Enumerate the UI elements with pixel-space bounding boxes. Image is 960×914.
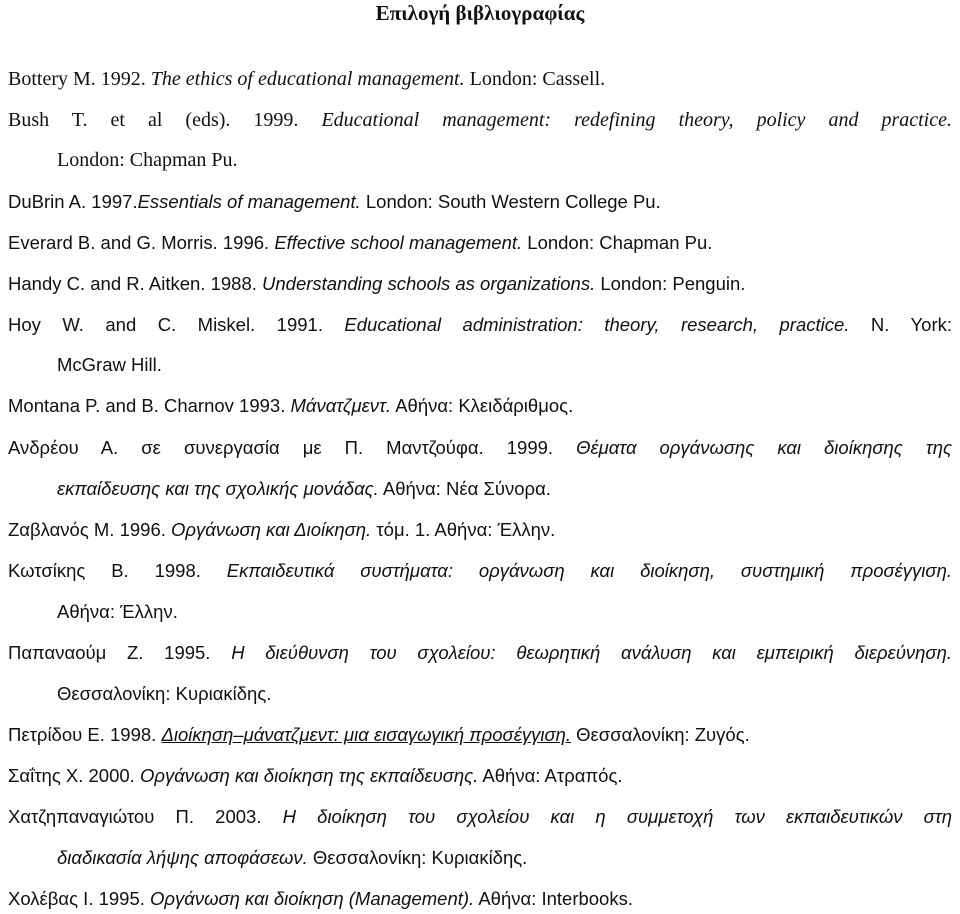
- ref-authors: Ανδρέου Α. σε συνεργασία με Π. Μαντζούφα. 1999.: [8, 437, 577, 458]
- ref-everard: [8, 231, 712, 255]
- ref-authors: Hoy W. and C. Miskel. 1991.: [8, 314, 345, 335]
- ref-andreou-cont: [57, 477, 551, 501]
- ref-title: Essentials of management.: [137, 191, 361, 212]
- ref-authors: Bush T. et al (eds). 1999.: [8, 109, 322, 131]
- ref-publisher: Αθήνα: Νέα Σύνορα.: [378, 478, 551, 499]
- ref-title: Εκπαιδευτικά συστήματα: οργάνωση και διοίκηση, συστημική προσέγγιση.: [226, 560, 952, 581]
- ref-authors: Χολέβας Ι. 1995.: [8, 888, 151, 909]
- ref-title: Effective school management.: [274, 232, 523, 253]
- ref-publisher: Θεσσαλονίκη: Κυριακίδης.: [307, 847, 528, 868]
- ref-authors: Everard B. and G. Morris. 1996.: [8, 232, 275, 253]
- ref-authors: Handy C. and R. Aitken. 1988.: [8, 273, 263, 294]
- ref-chatzipanagiotou: [8, 805, 952, 829]
- ref-title-cont: εκπαίδευσης και της σχολικής μονάδας.: [57, 478, 379, 499]
- ref-title: Η διοίκηση του σχολείου και η συμμετοχή των εκπαιδευτικών στη: [282, 806, 952, 827]
- ref-title: The ethics of educational management.: [150, 68, 465, 90]
- ref-publisher: Αθήνα: Ατραπός.: [478, 765, 623, 786]
- ref-cholevas: [8, 887, 633, 911]
- ref-authors: Σαΐτης Χ. 2000.: [8, 765, 140, 786]
- ref-authors: Παπαναούμ Ζ. 1995.: [8, 642, 232, 663]
- ref-title: Οργάνωση και Διοίκηση.: [171, 519, 372, 540]
- ref-papanaoum-cont: [57, 682, 271, 706]
- ref-publisher: Θεσσαλονίκη: Ζυγός.: [571, 724, 750, 745]
- ref-authors: Κωτσίκης Β. 1998.: [8, 560, 227, 581]
- ref-kotsikis: [8, 559, 952, 583]
- ref-title: Educational management: redefining theory, policy and practice.: [321, 109, 952, 131]
- ref-authors: Ζαβλανός Μ. 1996.: [8, 519, 172, 540]
- ref-dubrin: [8, 190, 661, 214]
- page-title: Επιλογή βιβλιογραφίας: [375, 1, 585, 25]
- ref-bottery: [8, 67, 605, 91]
- ref-title: Διοίκηση–μάνατζμεντ: μια εισαγωγική προσέγγιση.: [161, 724, 572, 745]
- ref-zavlanos: [8, 518, 555, 542]
- ref-title: Οργάνωση και διοίκηση της εκπαίδευσης.: [139, 765, 479, 786]
- ref-title: Οργάνωση και διοίκηση (Management).: [150, 888, 475, 909]
- ref-montana: [8, 394, 573, 418]
- ref-publisher: Αθήνα: Κλειδάριθμος.: [391, 395, 574, 416]
- ref-petridou: [8, 723, 750, 747]
- ref-publisher: London: South Western College Pu.: [360, 191, 661, 212]
- ref-title: Η διεύθυνση του σχολείου: θεωρητική ανάλυση και εμπειρική διερεύνηση.: [231, 642, 952, 663]
- ref-publisher: London: Chapman Pu.: [57, 149, 238, 171]
- ref-publisher: Αθήνα: Interbooks.: [474, 888, 633, 909]
- ref-bush: [8, 108, 952, 132]
- ref-publisher: Θεσσαλονίκη: Κυριακίδης.: [57, 683, 272, 704]
- ref-papanaoum: [8, 641, 952, 665]
- ref-bush-cont: [57, 148, 238, 172]
- ref-publisher: McGraw Hill.: [57, 354, 162, 375]
- ref-title: Understanding schools as organizations.: [262, 273, 596, 294]
- ref-authors: Πετρίδου Ε. 1998.: [8, 724, 162, 745]
- ref-hoy: [8, 313, 952, 337]
- ref-kotsikis-cont: [57, 600, 178, 624]
- ref-title: Educational administration: theory, research, practice.: [344, 314, 850, 335]
- ref-title-cont: διαδικασία λήψης αποφάσεων.: [57, 847, 308, 868]
- ref-handy: [8, 272, 745, 296]
- ref-publisher: Αθήνα: Έλλην.: [57, 601, 178, 622]
- ref-hoy-cont: [57, 353, 162, 377]
- ref-authors: DuBrin A. 1997.: [8, 191, 138, 212]
- ref-publisher: N. York:: [849, 314, 952, 335]
- ref-publisher: London: Cassell.: [464, 68, 606, 90]
- ref-publisher: τόμ. 1. Αθήνα: Έλλην.: [371, 519, 556, 540]
- ref-publisher: London: Penguin.: [595, 273, 746, 294]
- ref-authors: Χατζηπαναγιώτου Π. 2003.: [8, 806, 283, 827]
- ref-andreou: [8, 436, 952, 460]
- ref-title: Θέματα οργάνωσης και διοίκησης της: [576, 437, 952, 458]
- ref-publisher: London: Chapman Pu.: [522, 232, 713, 253]
- ref-authors: Montana P. and B. Charnov 1993.: [8, 395, 291, 416]
- ref-saitis: [8, 764, 623, 788]
- ref-title: Μάνατζμεντ.: [290, 395, 392, 416]
- ref-chatzipanagiotou-cont: [57, 846, 527, 870]
- ref-authors: Bottery M. 1992.: [8, 68, 151, 90]
